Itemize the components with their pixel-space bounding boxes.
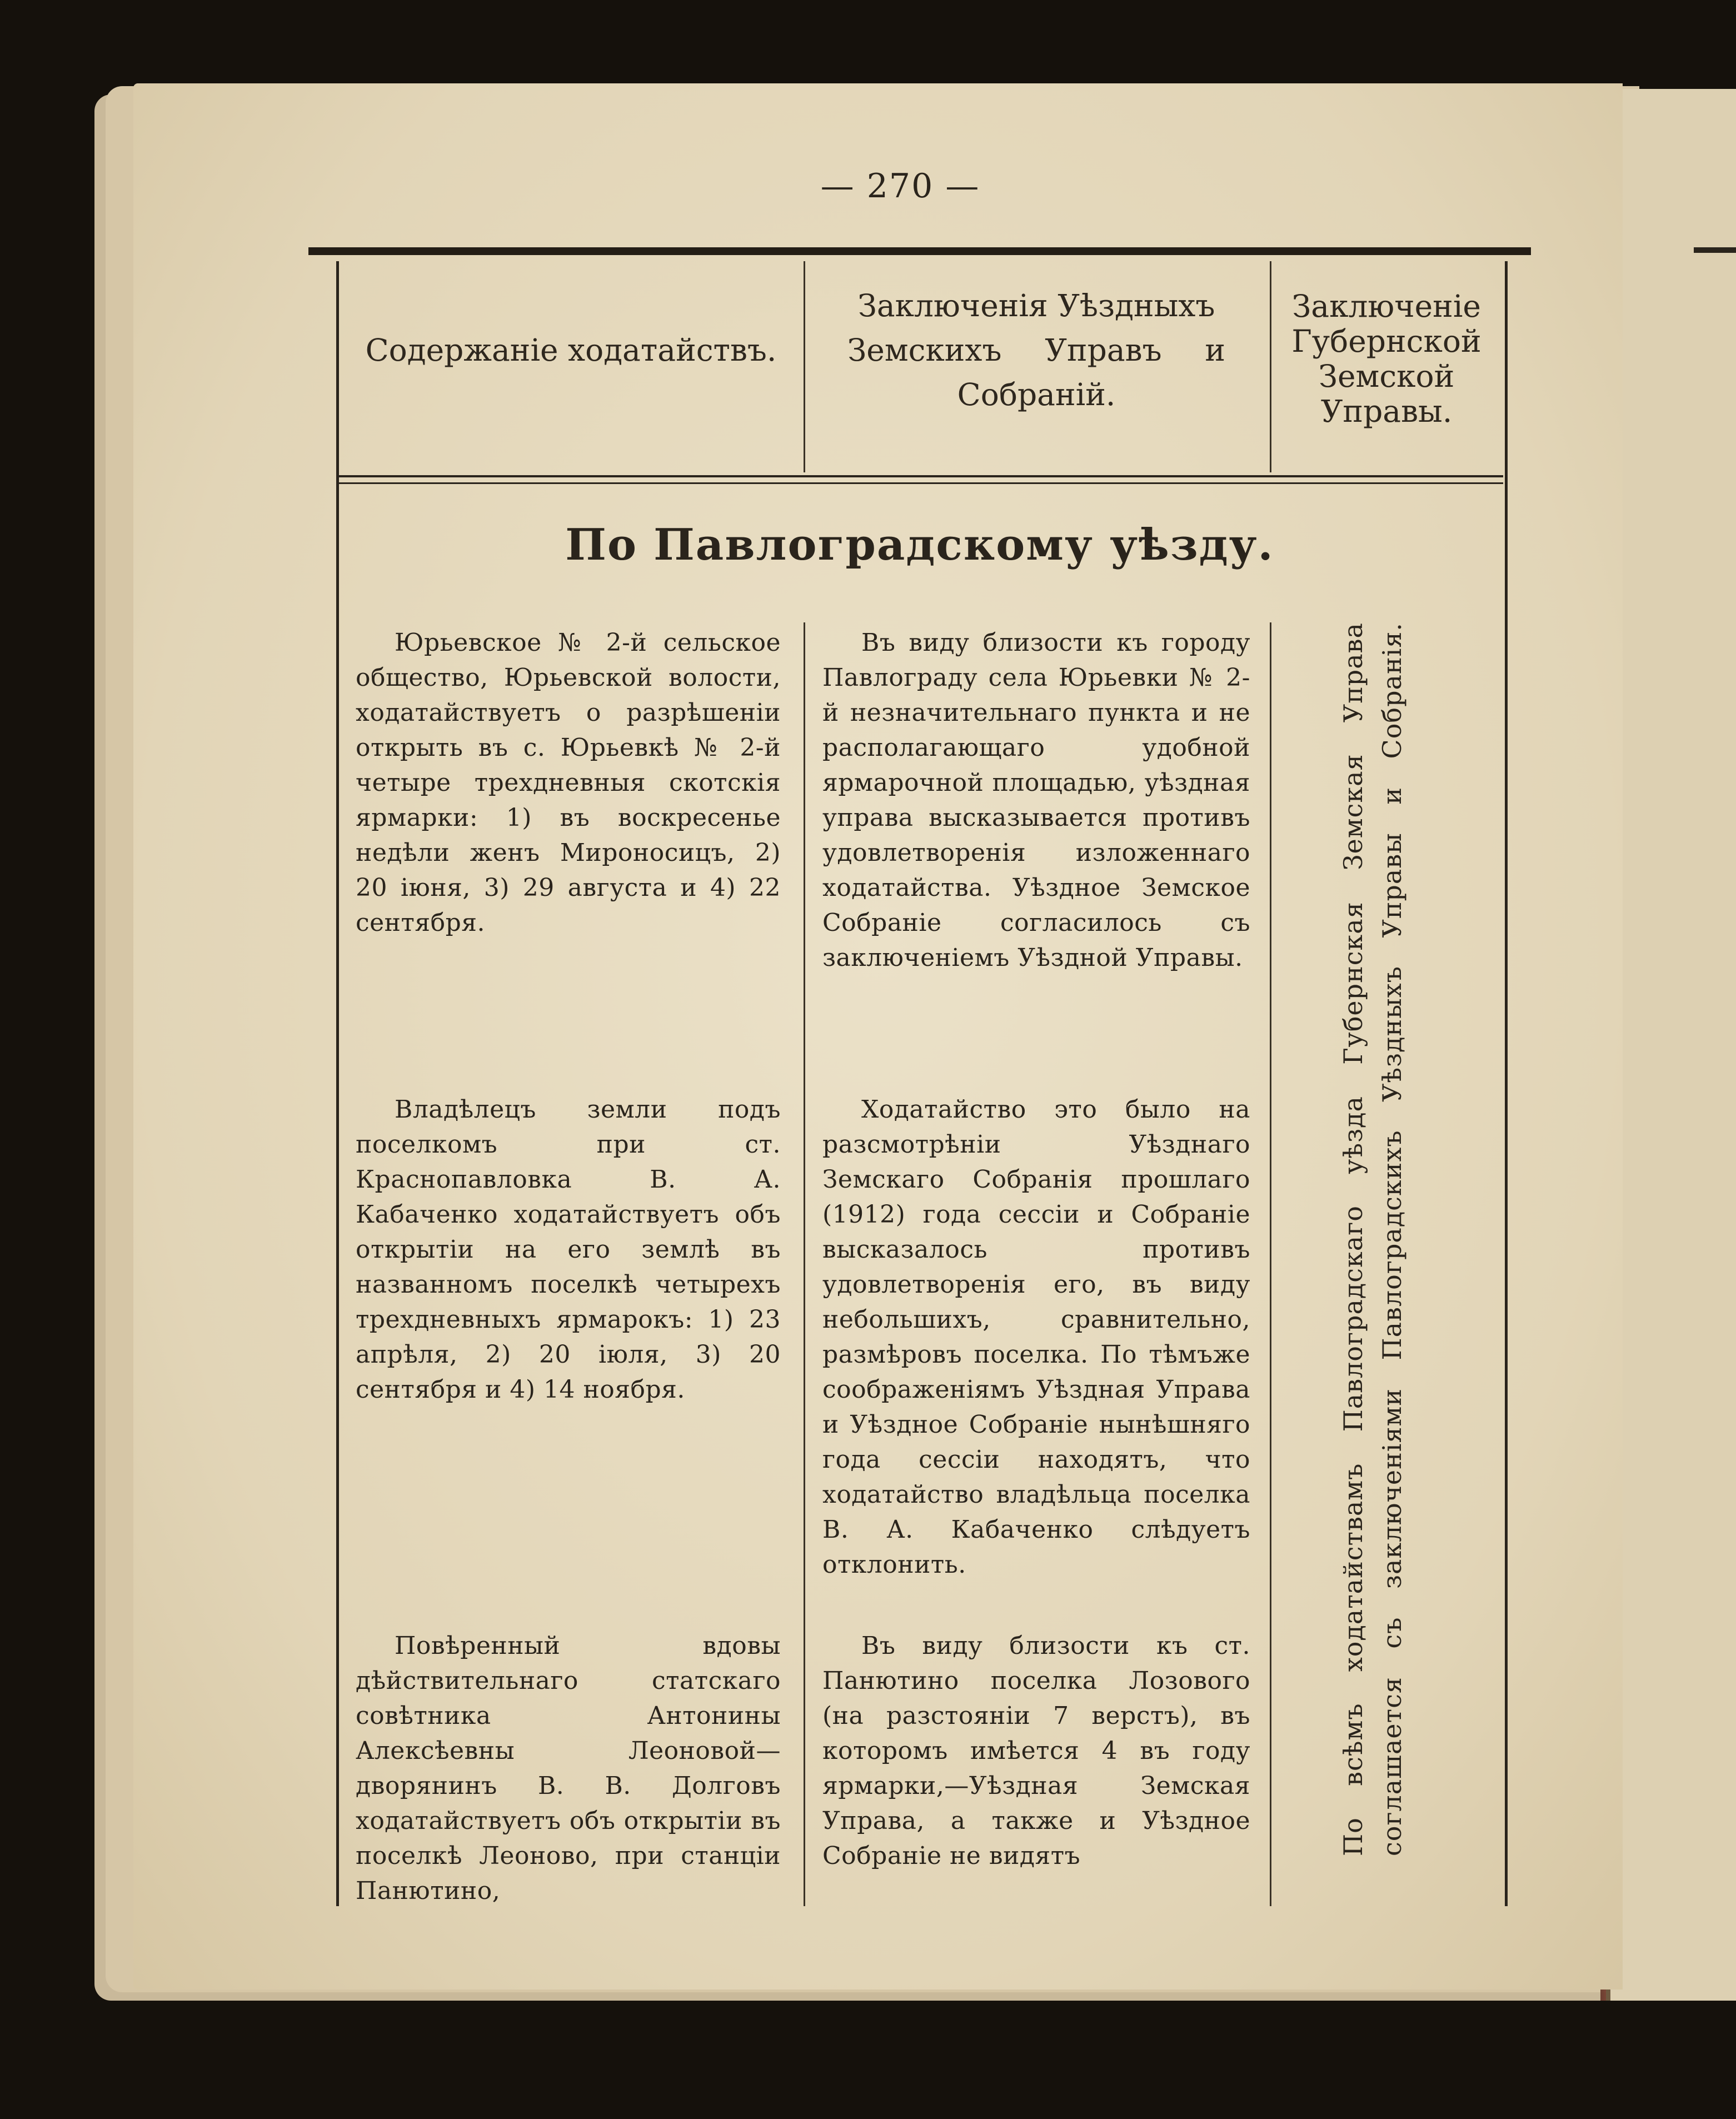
header-district-line-2: Земскихъ Управъ и bbox=[847, 332, 1225, 368]
header-provincial-line-4: Управы. bbox=[1320, 393, 1453, 429]
petition-2-conclusion: Ходатайство это было на разсмотрѣніи Уѣзднаго Земскаго Собранія прошлаго (1912) года сессіи и Собраніе высказалось противъ удовлетворенія его, въ виду небольшихъ, сравнительно, размѣровъ поселка. По тѣмъже соображеніямъ Уѣздная Управа и Уѣздное Собраніе нынѣшняго года сессіи находятъ, что ходатайство владѣльца поселка В. А. Кабаченко слѣдуетъ отклонить. bbox=[822, 1095, 1250, 1579]
provincial-conclusion-line-1: По всѣмъ ходатайствамъ Павлоградскаго уѣзда Губернская Земская Управа bbox=[1338, 622, 1368, 1856]
header-rule bbox=[336, 475, 1503, 477]
facing-page-edge bbox=[1606, 89, 1736, 2001]
petition-3-conclusion: Въ виду близости къ ст. Панютино поселка Лозового (на разстояніи 7 верстъ), въ которомъ имѣется 4 въ году ярмарки,—Уѣздная Земская Управа, а также и Уѣздное Собраніе не видятъ bbox=[822, 1632, 1250, 1870]
petition-3-content: Повѣренный вдовы дѣйствительнаго статскаго совѣтника Антонины Алексѣевны Леоновой—дворянинъ В. В. Долговъ ходатайствуетъ объ открытіи въ поселкѣ Леоново, при станціи Панютино, bbox=[356, 1632, 781, 1905]
column-divider-2 bbox=[1270, 261, 1271, 472]
petition-2-content: Владѣлецъ земли подъ поселкомъ при ст. Краснопавловка В. А. Кабаченко ходатайствуетъ объ открытіи на его землѣ въ названномъ поселкѣ четырехъ трехдневныхъ ярмарокъ: 1) 23 апрѣля, 2) 20 іюля, 3) 20 сентября и 4) 14 ноября. bbox=[356, 1095, 781, 1404]
provincial-conclusion-line-2: соглашается съ заключеніями Павлоградскихъ Уѣздныхъ Управы и Собранія. bbox=[1377, 622, 1407, 1856]
provincial-conclusion-text bbox=[1334, 622, 1411, 1856]
facing-page-rule bbox=[1694, 247, 1736, 253]
header-provincial-conclusion bbox=[1273, 289, 1500, 429]
header-district-conclusions bbox=[806, 283, 1267, 417]
provincial-conclusion-cell bbox=[1295, 622, 1450, 1856]
page-number: — 270 — bbox=[820, 167, 980, 206]
column-divider-1-body bbox=[804, 622, 805, 1906]
column-divider-1 bbox=[804, 261, 805, 472]
section-title: По Павлоградскому уѣзду. bbox=[565, 520, 1274, 570]
table-top-rule bbox=[308, 247, 1531, 255]
header-rule-double bbox=[336, 482, 1503, 484]
petition-1-conclusion: Въ виду близости къ городу Павлограду села Юрьевки № 2-й незначительнаго пункта и не располагающаго удобной ярмарочной площадью, уѣздная управа высказывается противъ удовлетворенія изложеннаго ходатайства. Уѣздное Земское Собраніе согласилось съ заключеніемъ Уѣздной Управы. bbox=[822, 629, 1250, 972]
header-district-line-1: Заключенія Уѣздныхъ bbox=[857, 288, 1215, 323]
header-content-column: Содержаніе ходатайствъ. bbox=[365, 332, 777, 368]
column-divider-2-body bbox=[1270, 622, 1271, 1906]
header-district-line-3: Собраній. bbox=[957, 377, 1116, 412]
header-provincial-line-2: Губернской bbox=[1291, 323, 1481, 359]
header-provincial-line-3: Земской bbox=[1318, 358, 1455, 394]
header-provincial-line-1: Заключеніе bbox=[1292, 288, 1481, 324]
petition-1-content: Юрьевское № 2-й сельское общество, Юрьевской волости, ходатайствуетъ о разрѣшеніи открыть въ с. Юрьевкѣ № 2-й четыре трехдневныя скотскія ярмарки: 1) въ воскресенье недѣли женъ Мироносицъ, 2) 20 іюня, 3) 29 августа и 4) 22 сентября. bbox=[356, 629, 781, 937]
